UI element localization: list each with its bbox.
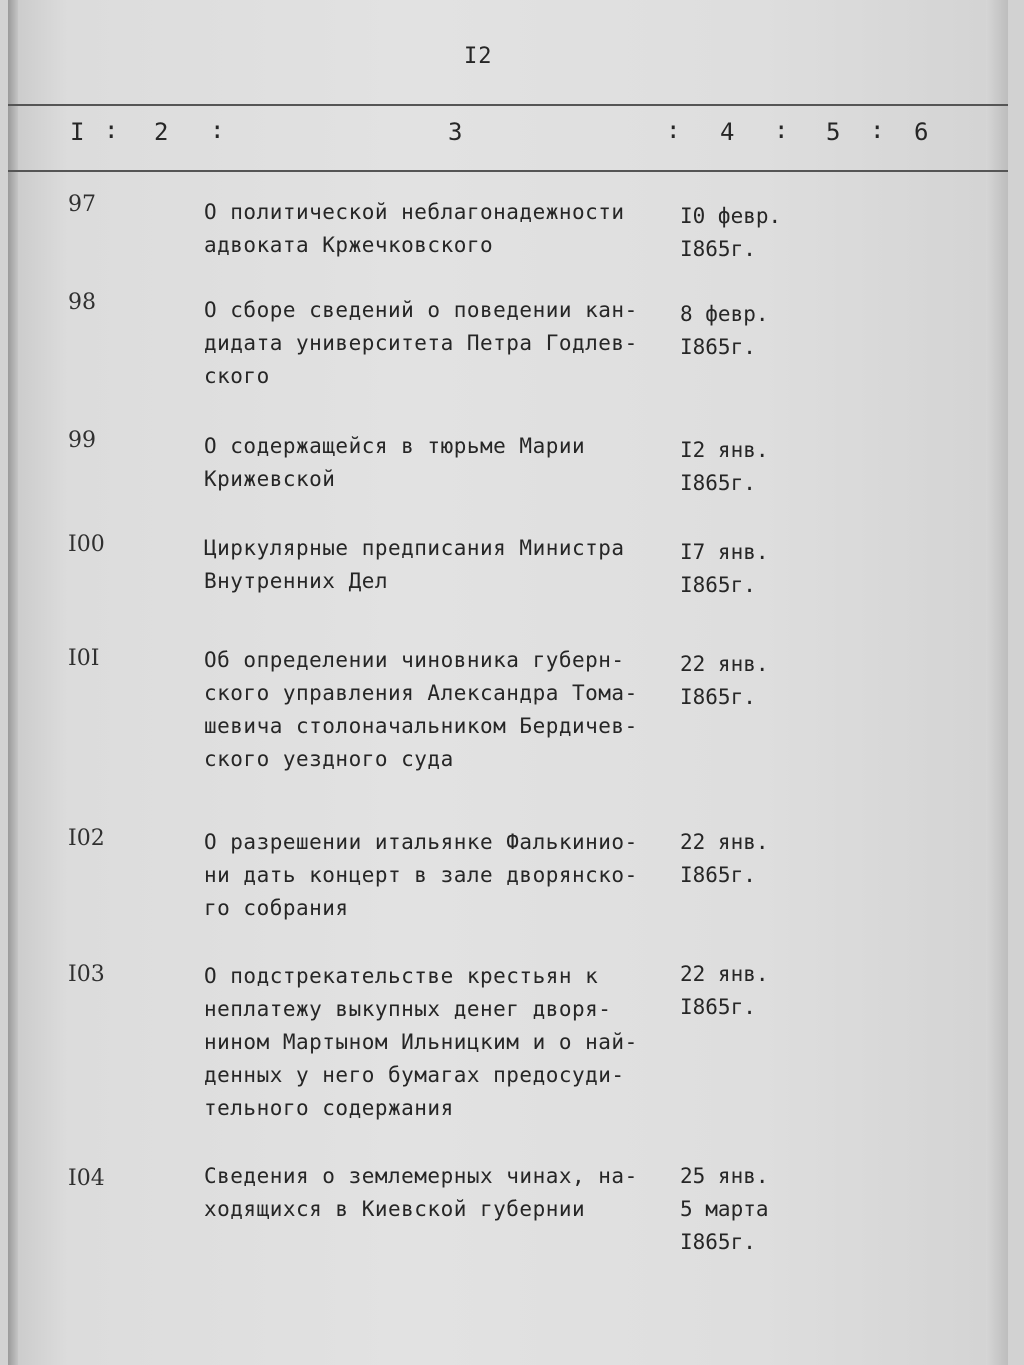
column-header-5: 5 bbox=[826, 118, 841, 146]
entry-date bbox=[680, 958, 810, 1024]
entry-date bbox=[680, 826, 810, 892]
entry-title-line: ходящихся в Киевской губернии bbox=[204, 1197, 586, 1221]
entry-title-line: денных у него бумагах предосуди- bbox=[204, 1063, 625, 1087]
entry-number: 98 bbox=[68, 290, 96, 315]
entry-title-line: дидата университета Петра Годлев- bbox=[204, 331, 638, 355]
entry-title-line: шевича столоначальником Бердичев- bbox=[204, 714, 638, 738]
entry-title-line: го собрания bbox=[204, 896, 349, 920]
entry-title bbox=[204, 826, 674, 925]
entry-date-line: I0 февр. bbox=[680, 204, 782, 228]
column-header-2: 2 bbox=[154, 118, 169, 146]
entry-title-line: Внутренних Дел bbox=[204, 569, 389, 593]
page-number: I2 bbox=[464, 44, 493, 69]
entry-title bbox=[204, 196, 674, 262]
entry-date bbox=[680, 1160, 810, 1259]
entry-title-line: тельного содержания bbox=[204, 1096, 454, 1120]
entry-title-line: О содержащейся в тюрьме Марии bbox=[204, 434, 586, 458]
entry-number: I0I bbox=[68, 646, 100, 671]
column-separator: : bbox=[104, 116, 119, 144]
entry-title-line: О политической неблагонадежности bbox=[204, 200, 625, 224]
entry-title bbox=[204, 532, 674, 598]
entry-title-line: ского bbox=[204, 364, 270, 388]
entry-date-line: 25 янв. bbox=[680, 1164, 769, 1188]
entry-number: 97 bbox=[68, 192, 96, 217]
entry-date-line: I2 янв. bbox=[680, 438, 769, 462]
entry-title-line: ского управления Александра Тома- bbox=[204, 681, 638, 705]
column-header-1: I bbox=[70, 118, 85, 146]
entry-title bbox=[204, 294, 674, 393]
entry-title-line: Крижевской bbox=[204, 467, 336, 491]
entry-date-line: I865г. bbox=[680, 471, 756, 495]
column-separator: : bbox=[210, 116, 225, 144]
entry-date-line: I865г. bbox=[680, 863, 756, 887]
entry-date-line: I865г. bbox=[680, 995, 756, 1019]
column-header-4: 4 bbox=[720, 118, 735, 146]
page-right-edge bbox=[986, 0, 1008, 1365]
entry-title bbox=[204, 644, 674, 776]
column-separator: : bbox=[774, 116, 789, 144]
entry-date-line: 22 янв. bbox=[680, 830, 769, 854]
entry-title-line: неплатежу выкупных денег дворя- bbox=[204, 997, 612, 1021]
document-page bbox=[8, 0, 1008, 1365]
header-top-rule bbox=[8, 104, 1008, 106]
entry-title-line: Об определении чиновника губерн- bbox=[204, 648, 625, 672]
entry-title bbox=[204, 960, 674, 1125]
entry-title bbox=[204, 430, 674, 496]
entry-number: I03 bbox=[68, 962, 105, 987]
entry-date bbox=[680, 200, 810, 266]
column-header-3: 3 bbox=[448, 118, 463, 146]
entry-title-line: нином Мартыном Ильницким и о най- bbox=[204, 1030, 638, 1054]
entry-number: I02 bbox=[68, 826, 105, 851]
entry-date bbox=[680, 434, 810, 500]
entry-title-line: ни дать концерт в зале дворянско- bbox=[204, 863, 638, 887]
column-separator: : bbox=[666, 116, 681, 144]
entry-title bbox=[204, 1160, 674, 1226]
column-separator: : bbox=[870, 116, 885, 144]
entry-title-line: Сведения о землемерных чинах, на- bbox=[204, 1164, 638, 1188]
header-bottom-rule bbox=[8, 170, 1008, 172]
entry-date-line: 22 янв. bbox=[680, 962, 769, 986]
entry-date-line: I865г. bbox=[680, 573, 756, 597]
entry-date-line: I865г. bbox=[680, 335, 756, 359]
entry-date-line: I865г. bbox=[680, 1230, 756, 1254]
entry-date-line: 8 февр. bbox=[680, 302, 769, 326]
entry-number: I00 bbox=[68, 532, 105, 557]
entry-date bbox=[680, 648, 810, 714]
column-header-6: 6 bbox=[914, 118, 929, 146]
entry-date-line: I865г. bbox=[680, 237, 756, 261]
entry-number: I04 bbox=[68, 1166, 105, 1191]
entry-date-line: 22 янв. bbox=[680, 652, 769, 676]
entry-date-line: I7 янв. bbox=[680, 540, 769, 564]
entry-date-line: I865г. bbox=[680, 685, 756, 709]
entry-date bbox=[680, 298, 810, 364]
entry-date bbox=[680, 536, 810, 602]
entry-title-line: Циркулярные предписания Министра bbox=[204, 536, 625, 560]
entry-title-line: О разрешении итальянке Фалькинио- bbox=[204, 830, 638, 854]
entry-date-line: 5 марта bbox=[680, 1197, 769, 1221]
entry-title-line: ского уездного суда bbox=[204, 747, 454, 771]
entry-title-line: О подстрекательстве крестьян к bbox=[204, 964, 599, 988]
entry-number: 99 bbox=[68, 428, 96, 453]
entry-title-line: адвоката Кржечковского bbox=[204, 233, 494, 257]
entry-title-line: О сборе сведений о поведении кан- bbox=[204, 298, 638, 322]
page-left-edge bbox=[8, 0, 18, 1365]
